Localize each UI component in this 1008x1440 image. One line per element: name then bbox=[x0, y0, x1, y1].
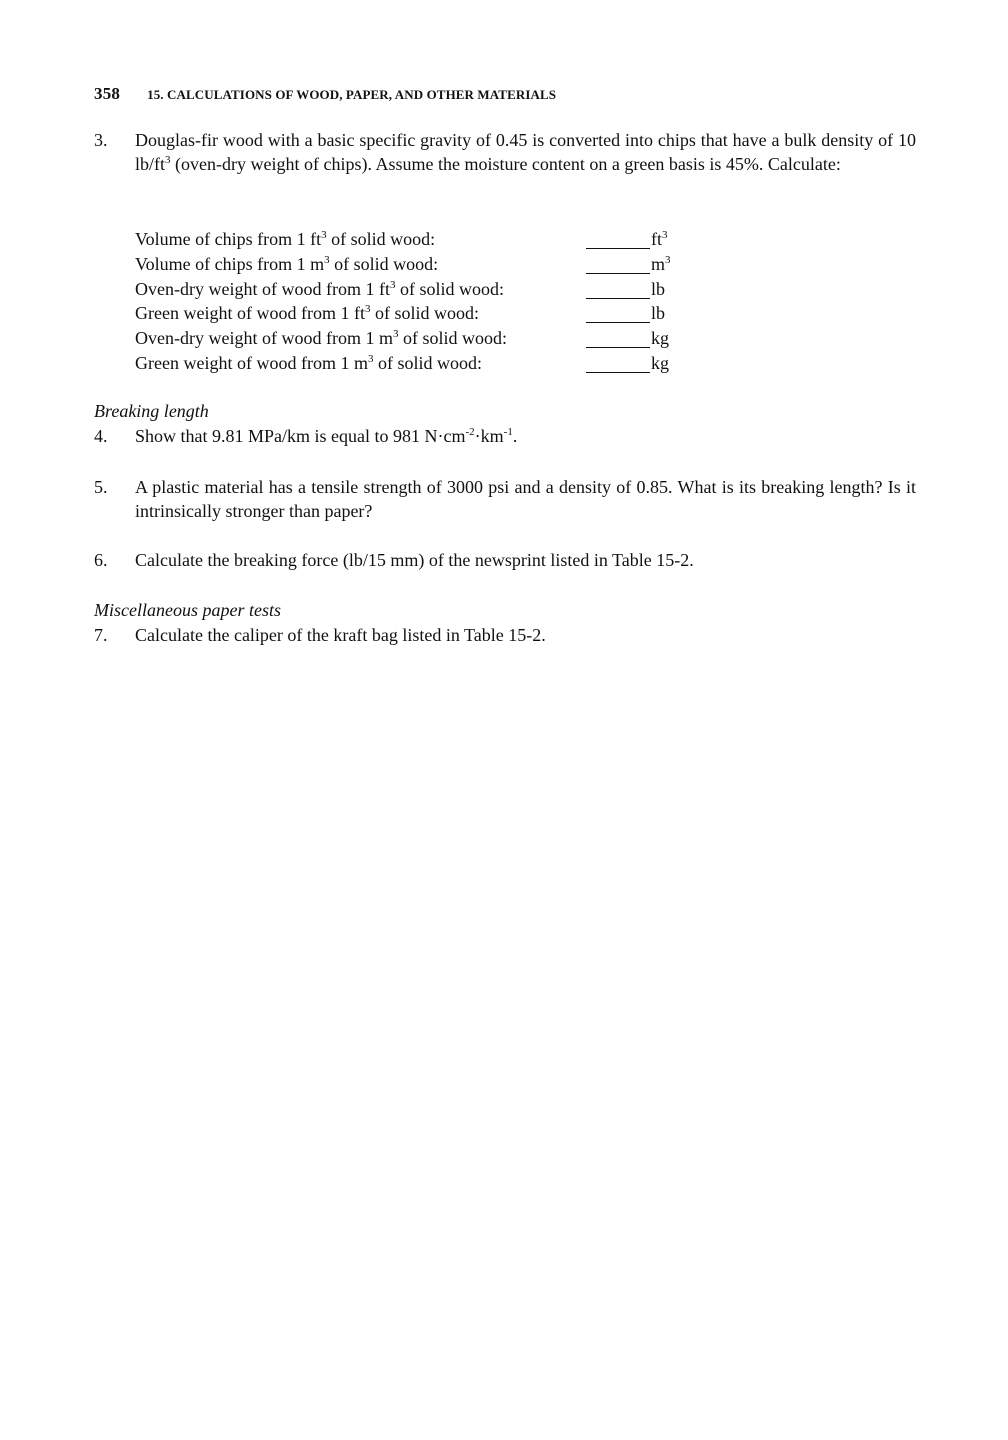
calc-row bbox=[135, 301, 695, 326]
answer-blank bbox=[586, 248, 650, 249]
calc-label: Green weight of wood from 1 $m^3$ of solid wood: bbox=[135, 352, 482, 373]
calc-row bbox=[135, 252, 695, 277]
calc-label: Oven-dry weight of wood from 1 $ft^3$ of solid wood: bbox=[135, 278, 504, 299]
question-6-number: 6. bbox=[94, 550, 108, 570]
calc-row bbox=[135, 227, 695, 252]
question-3-text-part-b: (oven-dry weight of chips). Assume the moisture content on a green basis is 45%. Calculate: bbox=[170, 154, 841, 174]
calc-unit: $m^3$ bbox=[651, 253, 671, 274]
calculation-list bbox=[135, 227, 695, 376]
question-5-number: 5. bbox=[94, 477, 108, 497]
answer-blank bbox=[586, 347, 650, 348]
calc-label: Volume of chips from 1 $ft^3$ of solid wood: bbox=[135, 229, 436, 249]
calc-label: Volume of chips from 1 $m^3$ of solid wood: bbox=[135, 253, 439, 274]
answer-blank bbox=[586, 298, 650, 299]
calc-unit: lb bbox=[651, 278, 666, 299]
question-3-number: 3. bbox=[94, 130, 108, 150]
calc-unit: kg bbox=[651, 352, 669, 373]
question-3-superscript: 3 bbox=[165, 154, 171, 166]
question-3-text-part-a: Douglas-fir wood with a basic specific gravity of 0.45 is converted into chips that have a bulk density of 10 lb/ft bbox=[135, 130, 916, 174]
question-3-text bbox=[135, 128, 916, 176]
running-head: 15. CALCULATIONS OF WOOD, PAPER, AND OTHER MATERIALS bbox=[147, 87, 557, 102]
answer-blank bbox=[586, 273, 650, 274]
calc-row bbox=[135, 326, 695, 351]
calc-unit: kg bbox=[651, 328, 669, 349]
answer-blank bbox=[586, 322, 650, 323]
page-header bbox=[94, 84, 556, 104]
page-number: 358 bbox=[94, 84, 121, 103]
section-heading-breaking-length: Breaking length bbox=[94, 401, 209, 421]
question-4-number: 4. bbox=[94, 426, 108, 446]
calc-unit: lb bbox=[651, 303, 666, 324]
calc-row bbox=[135, 277, 695, 302]
calc-label: Oven-dry weight of wood from 1 $m^3$ of solid wood: bbox=[135, 328, 507, 349]
question-7-text: Calculate the caliper of the kraft bag listed in Table 15-2. bbox=[135, 625, 546, 645]
question-4-text: Show that 9.81 MPa/km is equal to 981 $N\cdot cm^{-2}\cdot km^{-1}$. bbox=[135, 426, 518, 446]
question-7-number: 7. bbox=[94, 625, 108, 645]
calc-unit: $ft^3$ bbox=[651, 229, 668, 249]
question-6-text: Calculate the breaking force (lb/15 mm) of the newsprint listed in Table 15-2. bbox=[135, 550, 694, 570]
calc-row bbox=[135, 351, 695, 376]
calc-label: Green weight of wood from 1 $ft^3$ of solid wood: bbox=[135, 303, 479, 324]
answer-blank bbox=[586, 372, 650, 373]
section-heading-misc-paper-tests: Miscellaneous paper tests bbox=[94, 600, 281, 620]
question-5-text: A plastic material has a tensile strength of 3000 psi and a density of 0.85. What is its breaking length? Is it intrinsically stronger than paper? bbox=[135, 477, 916, 521]
